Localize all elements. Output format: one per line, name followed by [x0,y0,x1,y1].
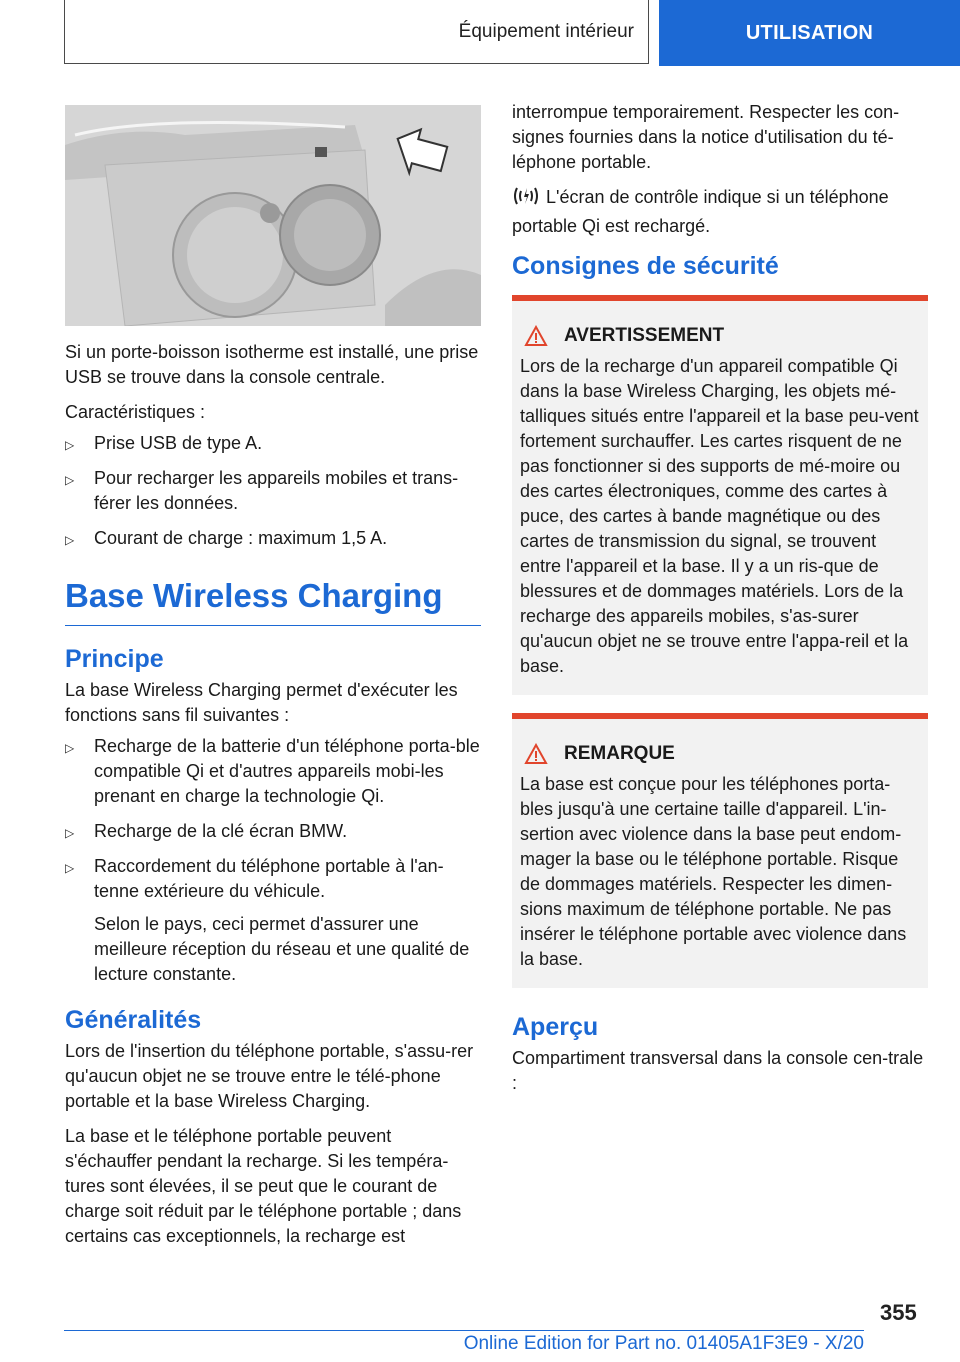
left-column [65,105,481,1259]
right-column [512,100,928,1106]
general-heading: Généralités [65,1006,202,1034]
principle-heading: Principe [65,645,164,673]
usb-paragraph: Si un porte-boisson isotherme est installé, une prise USB se trouve dans la console centrale. [65,342,479,387]
indicator-paragraph: L'écran de contrôle indique si un téléphone portable Qi est rechargé. [512,187,889,236]
overview-heading: Aperçu [512,1013,599,1041]
console-photo [65,105,481,326]
principle-list [65,734,481,904]
warning-text: Lors de la recharge d'un appareil compatible Qi dans la base Wireless Charging, les objets mé-talliques situés entre l'appareil et la base peu-vent fortement surchauffer. Les cartes risquent de ne pas fonctionner si des supports de mé-moire ou des cartes électroniques, comme des cartes à puce, des cartes à bande magnétique ou des cartes de transmission du signal, se trouvent entre l'appareil et la base. Il y a un ris-que de blessures et de dommages matériels. Lors de la recharge des appareils mobiles, s'as-surer qu'aucun objet ne se trouve entre l'appa-reil et la base. [520,356,919,676]
general-paragraph-2: La base et le téléphone portable peuvent s'échauffer pendant la recharge. Si les tempéra-tures sont élevées, il se peut que le courant de charge soit réduit par le téléphone portable ; dans certains cas exceptionnels, la recharge est [65,1126,462,1246]
triangle-bullet-icon: ▷ [65,473,75,487]
triangle-bullet-icon: ▷ [65,826,75,840]
warning-box [512,295,928,695]
note-text: La base est conçue pour les téléphones porta-bles jusqu'à une certaine taille d'appareil. L'in-sertion avec violence dans la base peut endom-mager la base ou le téléphone portable. Risque de dommages matériels. Respecter les dimen-sions maximum de téléphone portable. Ne pas insérer le téléphone portable avec violence dans la base. [520,774,907,969]
warning-triangle-icon [524,325,548,347]
note-box [512,713,928,988]
safety-heading: Consignes de sécurité [512,252,779,280]
triangle-bullet-icon: ▷ [65,533,75,547]
header-section [64,0,649,64]
list-item: ▷ Courant de charge : maximum 1,5 A. [65,526,481,551]
overview-paragraph: Compartiment transversal dans la console cen-trale : [512,1048,924,1093]
page-number: 355 [880,1300,917,1325]
section-title: Équipement intérieur [458,20,634,42]
list-item: ▷ Raccordement du téléphone portable à l'an-tenne extérieure du véhicule. [65,856,444,901]
wireless-charging-icon [512,185,540,214]
continued-paragraph: interrompue temporairement. Respecter les con-signes fournies dans la notice d'utilisation du té-léphone portable. [512,102,900,172]
principle-paragraph: La base Wireless Charging permet d'exécuter les fonctions sans fil suivantes : [65,680,458,725]
warning-triangle-icon [524,743,548,765]
chapter-title: UTILISATION [745,21,874,44]
list-item: ▷ Prise USB de type A. [65,431,481,456]
triangle-bullet-icon: ▷ [65,861,75,875]
list-item: ▷ Recharge de la batterie d'un téléphone porta-ble compatible Qi et d'autres appareils mobi-les prenant en charge la technologie Qi. [65,736,480,806]
note-title: REMARQUE [564,743,675,764]
usb-cupholder-illustration [65,105,481,326]
edition-footer: Online Edition for Part no. 01405A1F3E9 - X/20 [463,1333,864,1354]
triangle-bullet-icon: ▷ [65,741,75,755]
list-item: ▷ Pour recharger les appareils mobiles et trans-férer les données. [65,468,459,513]
warning-title: AVERTISSEMENT [564,325,725,346]
header-chapter-tab[interactable] [659,0,960,66]
triangle-bullet-icon: ▷ [65,438,75,452]
general-paragraph-1: Lors de l'insertion du téléphone portable, s'assu-rer qu'aucun objet ne se trouve entre le télé-phone portable et la base Wireless Charging. [65,1041,474,1111]
features-list [65,431,481,551]
chapter-heading: Base Wireless Charging [65,577,481,626]
features-label: Caractéristiques : [65,402,206,422]
footer-divider [64,1330,864,1331]
principle-sub-paragraph: Selon le pays, ceci permet d'assurer une meilleure réception du réseau et une qualité de lecture constante. [94,914,470,984]
list-item: ▷ Recharge de la clé écran BMW. [65,819,481,844]
